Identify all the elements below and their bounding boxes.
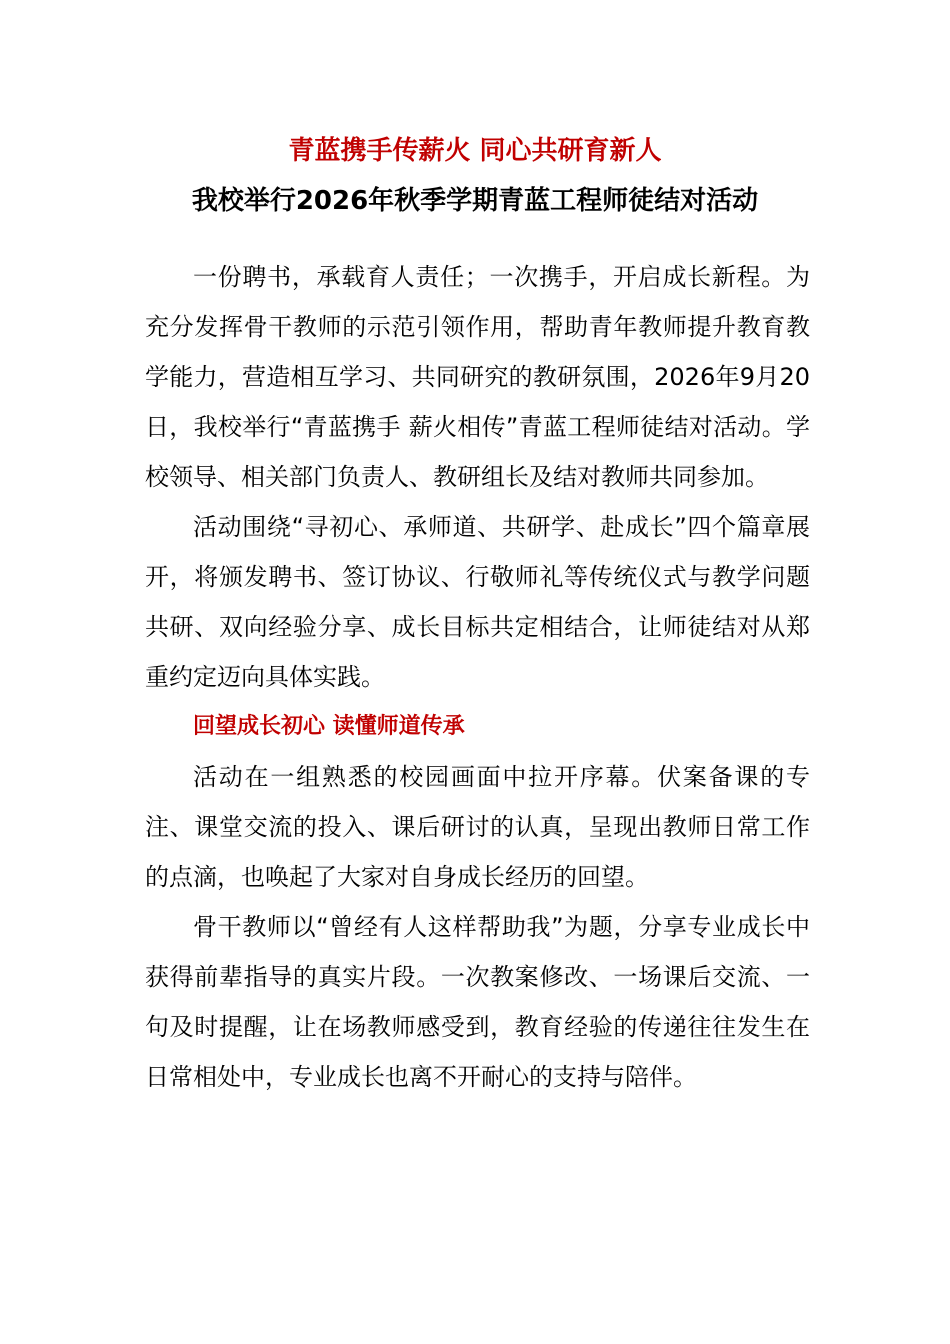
document-title-sub: 我校举行2026年秋季学期青蓝工程师徒结对活动 [191,186,759,216]
section-heading: 回望成长初心 读懂师道传承 [193,714,465,739]
paragraph-overview: 活动围绕“寻初心、承师道、共研学、赴成长”四个篇章展开，将颁发聘书、签订协议、行敬师礼等传统仪式与教学问题共研、双向经验分享、成长目标共定相结合，让师徒结对从郑重约定迈向具体实践。 [145,513,810,691]
paragraph-section-sharing: 骨干教师以“曾经有人这样帮助我”为题，分享专业成长中获得前辈指导的真实片段。一次教案修改、一场课后交流、一句及时提醒，让在场教师感受到，教育经验的传递往往发生在日常相处中，专业成长也离不开耐心的支持与陪伴。 [145,913,810,1091]
paragraph-section-opening: 活动在一组熟悉的校园画面中拉开序幕。伏案备课的专注、课堂交流的投入、课后研讨的认真，呈现出教师日常工作的点滴，也唤起了大家对自身成长经历的回望。 [145,763,810,891]
document-title-main: 青蓝携手传薪火 同心共研育新人 [288,136,662,166]
paragraph-intro: 一份聘书，承载育人责任；一次携手，开启成长新程。为充分发挥骨干教师的示范引领作用，帮助青年教师提升教育教学能力，营造相互学习、共同研究的教研氛围，2026年9月20日，我校举行“青蓝携手 薪火相传”青蓝工程师徒结对活动。学校领导、相关部门负责人、教研组长及结对教师共同参加。 [145,263,810,491]
document-body [145,252,810,1102]
